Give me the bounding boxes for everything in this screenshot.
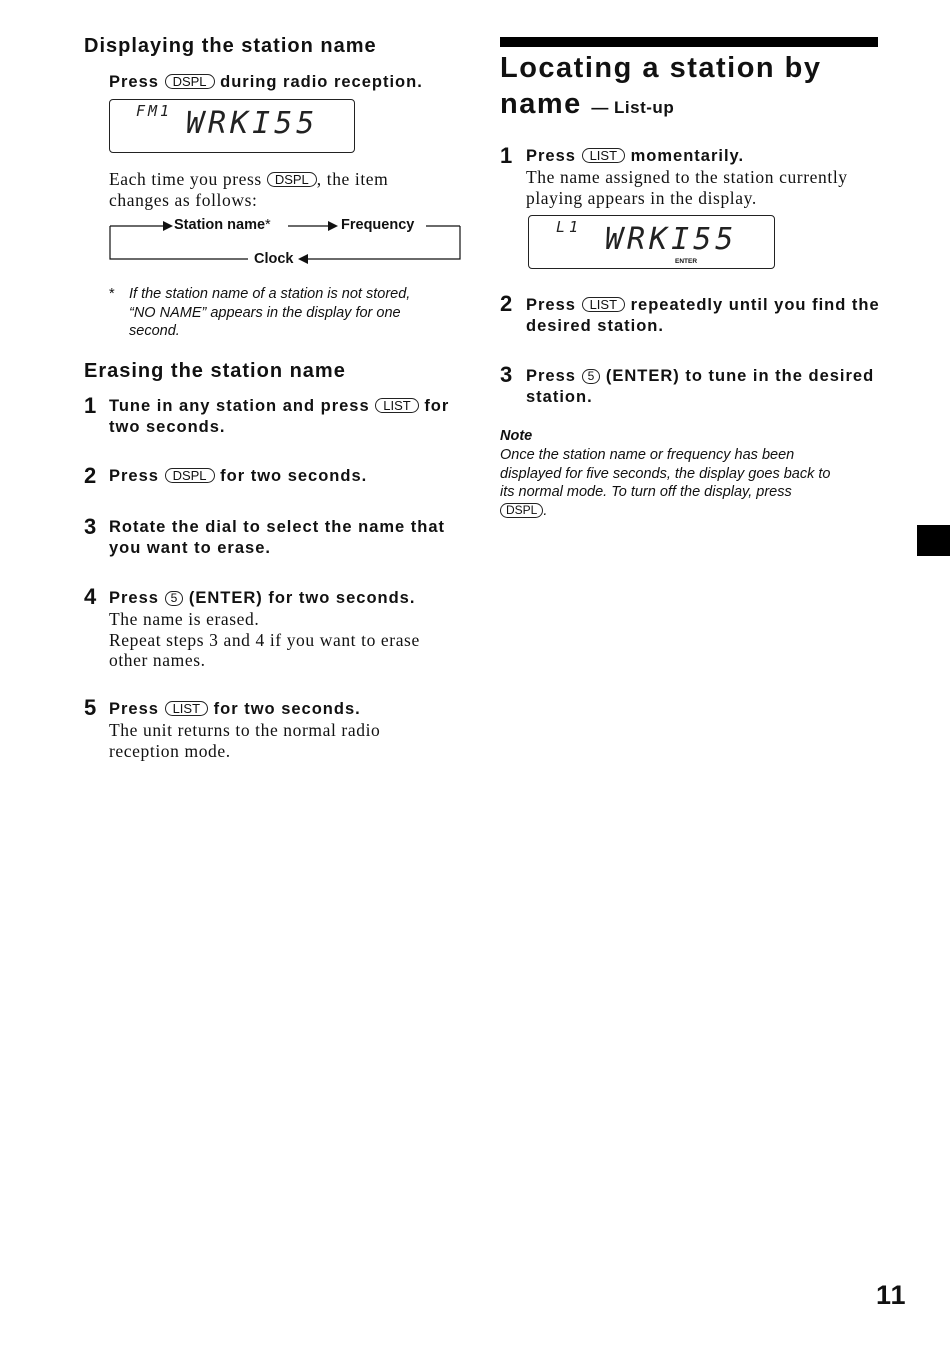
page-number: 11 (876, 1280, 907, 1310)
body-line: Repeat steps 3 and 4 if you want to erase (109, 629, 420, 650)
lcd-display-listup (528, 215, 775, 269)
arrow-to-clock (298, 254, 308, 264)
step-text: Press (526, 147, 576, 165)
each-time-text (109, 169, 388, 210)
section-heading-erase: Erasing the station name (84, 360, 346, 382)
step-text: Press (526, 367, 576, 385)
note-label: Note (500, 428, 533, 444)
body-line: reception mode. (109, 740, 231, 761)
step-number: 3 (500, 362, 513, 387)
lcd-enter-indicator: ENTER (675, 258, 698, 265)
title-line2: name (500, 88, 582, 120)
lcd-band: L1 (556, 218, 583, 236)
erase-step-5 (109, 699, 361, 720)
dspl-key: DSPL (500, 503, 543, 518)
step-text: station. (526, 388, 593, 406)
arrow-to-frequency (328, 221, 338, 231)
diagram-clock: Clock (254, 251, 294, 267)
erase-step-4 (109, 588, 415, 609)
erase-step-1 (109, 396, 449, 438)
lcd-station-name: WRKI55 (186, 106, 319, 141)
footnote-line3: second. (129, 323, 180, 339)
step-number: 2 (500, 291, 513, 316)
lcd-band: FM1 (136, 102, 173, 120)
list-key: LIST (582, 148, 625, 163)
instruction-text: during radio reception. (220, 73, 423, 91)
step-text: you want to erase. (109, 539, 271, 557)
body-line: playing appears in the display. (526, 187, 757, 208)
step-number: 4 (84, 584, 97, 609)
dspl-key: DSPL (267, 172, 317, 187)
arrow-to-station-name (163, 221, 173, 231)
body-line: The unit returns to the normal radio (109, 720, 381, 740)
step-text: for two seconds. (213, 700, 361, 718)
section-heading-display: Displaying the station name (84, 35, 377, 57)
step-number: 1 (500, 143, 513, 168)
list-key: LIST (375, 398, 418, 413)
note-line: Once the station name or frequency has been (500, 447, 795, 463)
station-name-label: Station name (174, 217, 266, 233)
page-title (500, 50, 822, 126)
step-text: desired station. (526, 317, 664, 335)
erase-step-3 (109, 517, 445, 559)
note-end: . (543, 502, 548, 519)
note-line: its normal mode. To turn off the display, press (500, 484, 792, 500)
note-text (500, 446, 830, 520)
key-5: 5 (165, 591, 184, 606)
each-time-post: , the item (316, 169, 389, 189)
step-text: Press (109, 467, 159, 485)
step-text: Press (109, 700, 159, 718)
step-number: 2 (84, 463, 97, 488)
step-number: 3 (84, 514, 97, 539)
step-text: (ENTER) for two seconds. (188, 589, 416, 607)
step-text: Rotate the dial to select the name that (109, 518, 446, 536)
each-time-line2: changes as follows: (109, 189, 258, 210)
footnote (129, 285, 410, 341)
listup-step-1 (526, 146, 744, 167)
body-line: other names. (109, 650, 206, 670)
step-text: repeatedly until you find the (630, 296, 880, 314)
step-text: Tune in any station and press (109, 397, 370, 415)
body-line: The name assigned to the station currently (526, 167, 848, 187)
side-tab-marker (917, 525, 950, 556)
step-text: Press (109, 589, 159, 607)
footnote-line2: “NO NAME” appears in the display for one (129, 304, 401, 321)
listup-step-3 (526, 366, 874, 408)
listup-step-2 (526, 295, 880, 337)
body-line: The name is erased. (109, 609, 260, 629)
title-rule (500, 37, 878, 47)
list-key: LIST (582, 297, 625, 312)
title-line1: Locating a station by (500, 52, 822, 84)
diagram-frequency: Frequency (341, 217, 415, 233)
step-text: Press (526, 296, 576, 314)
title-subtitle: — List-up (591, 98, 675, 117)
note-line: displayed for five seconds, the display goes back to (500, 465, 831, 482)
erase-step-4-body (109, 609, 420, 671)
step-number: 1 (84, 393, 97, 418)
step-number: 5 (84, 695, 97, 720)
listup-step-1-body (526, 167, 848, 208)
display-instruction (109, 72, 423, 93)
step-text: momentarily. (630, 147, 745, 165)
lcd-display (109, 99, 355, 153)
erase-step-5-body (109, 720, 380, 761)
each-time-pre: Each time you press (109, 169, 262, 189)
diagram-station-name (174, 217, 271, 233)
instruction-press: Press (109, 73, 159, 91)
dspl-key: DSPL (165, 468, 215, 483)
step-text: (ENTER) to tune in the desired (605, 367, 875, 385)
erase-step-2 (109, 466, 367, 487)
list-key: LIST (165, 701, 208, 716)
lcd-station-name: WRKI55 (605, 222, 738, 257)
step-text: for two seconds. (220, 467, 368, 485)
footnote-line1: If the station name of a station is not stored, (129, 286, 411, 302)
key-5: 5 (582, 369, 601, 384)
dspl-key: DSPL (165, 74, 215, 89)
footnote-mark: * (109, 286, 115, 302)
step-text: for (424, 397, 450, 415)
asterisk-mark: * (265, 217, 271, 233)
step-text: two seconds. (109, 418, 226, 436)
